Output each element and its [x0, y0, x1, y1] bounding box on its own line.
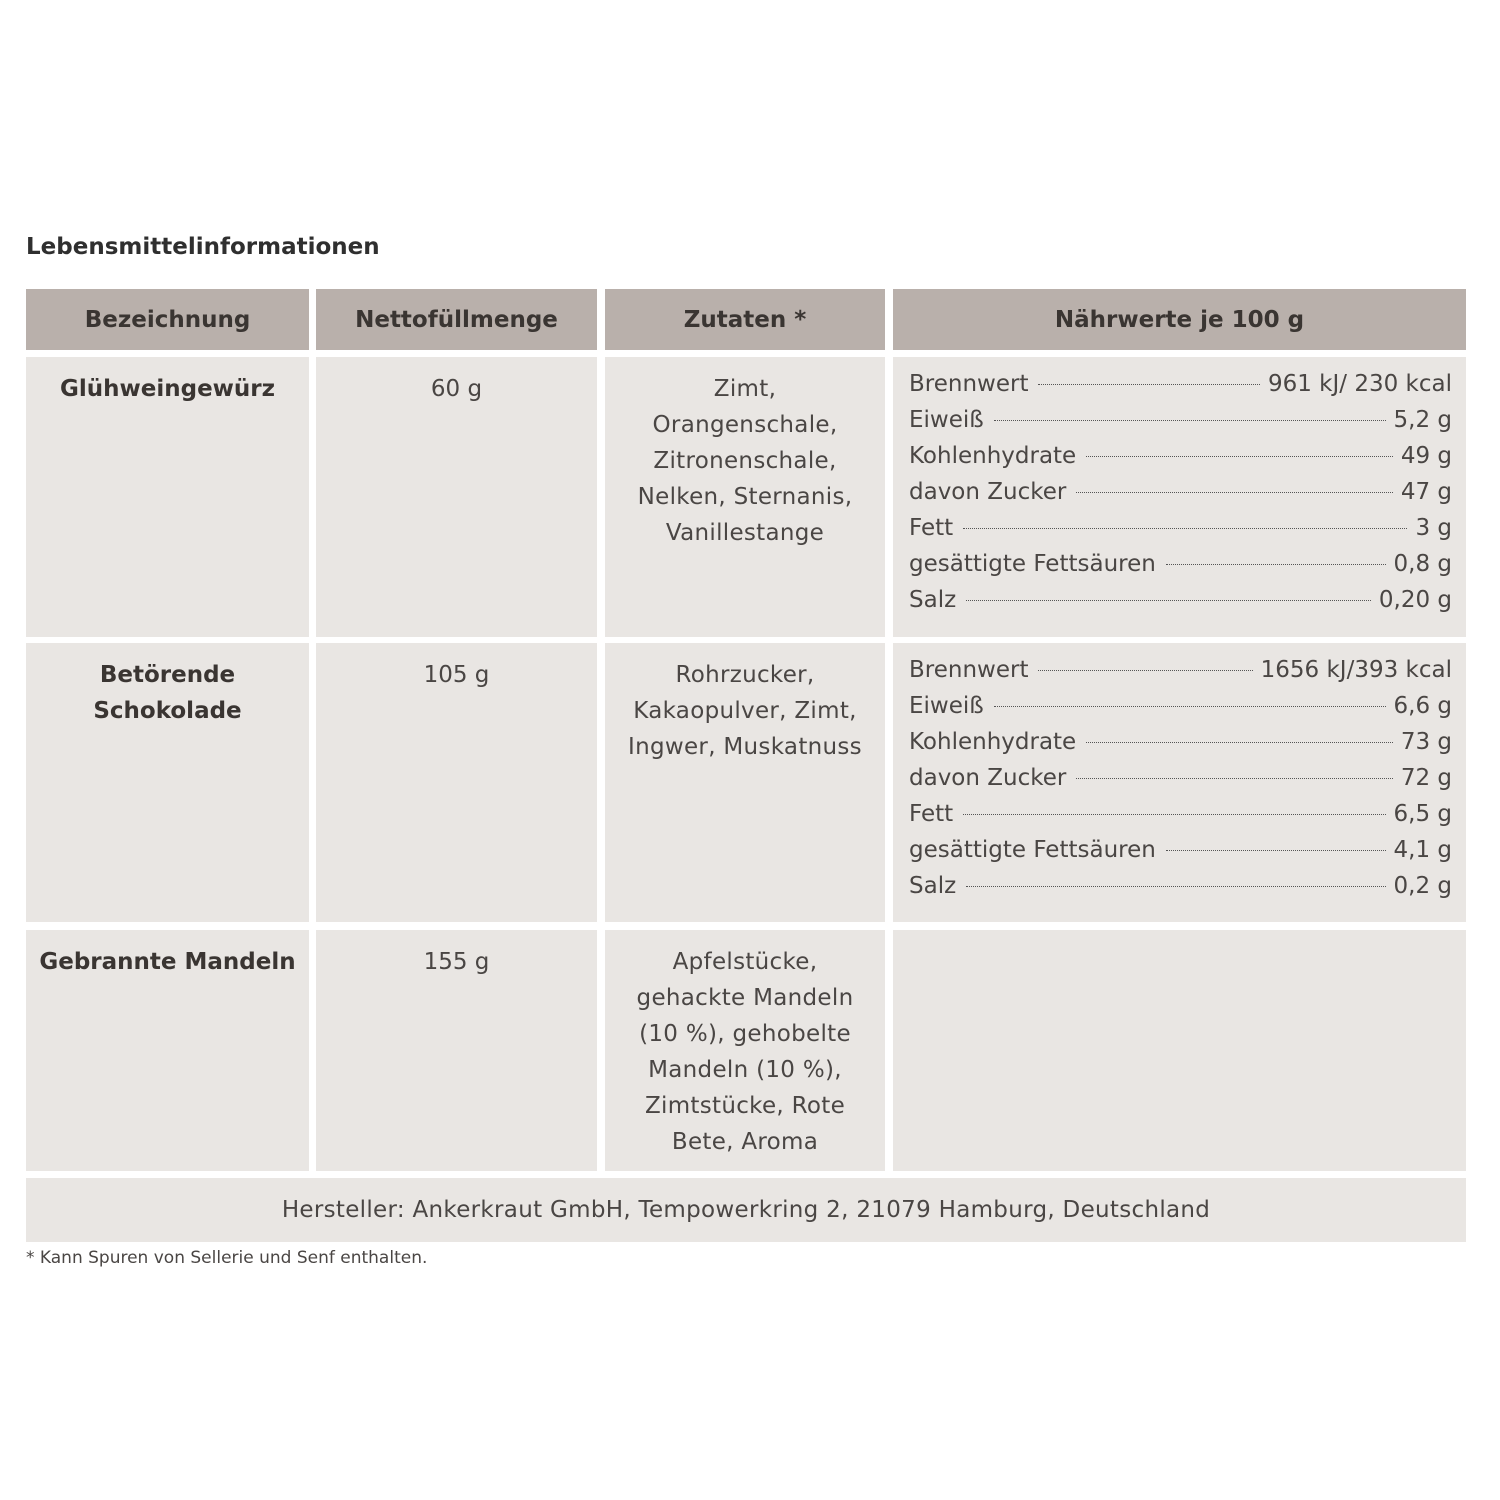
ingredients-line: Ingwer, Muskatnuss [628, 734, 862, 760]
product-quantity: 105 g [423, 662, 490, 688]
product-quantity: 155 g [423, 949, 490, 975]
dotted-leader [994, 420, 1386, 421]
dotted-leader [1086, 456, 1393, 457]
nutrition-label: gesättigte Fettsäuren [909, 551, 1156, 577]
dotted-leader [994, 706, 1386, 707]
allergen-footnote: * Kann Spuren von Sellerie und Senf enthalten. [26, 1248, 428, 1268]
nutrition-row [909, 657, 1452, 693]
dotted-leader [963, 814, 1385, 815]
nutrition-label: Kohlenhydrate [909, 729, 1077, 755]
page-title: Lebensmittelinformationen [26, 234, 380, 260]
nutrition-value: 0,8 g [1393, 551, 1452, 577]
column-header-zutaten: Zutaten * [605, 289, 885, 350]
product-ingredients-cell [605, 930, 885, 1171]
product-quantity: 60 g [430, 376, 483, 402]
product-quantity-cell [316, 930, 597, 1171]
nutrition-row [909, 729, 1452, 765]
ingredients-line: Apfelstücke, [672, 949, 818, 975]
manufacturer-info: Hersteller: Ankerkraut GmbH, Tempowerkring 2, 21079 Hamburg, Deutschland [26, 1178, 1466, 1242]
nutrition-value: 6,6 g [1393, 693, 1452, 719]
dotted-leader [1076, 778, 1392, 779]
nutrition-value: 47 g [1400, 479, 1452, 505]
dotted-leader [1086, 742, 1393, 743]
ingredients-line: Kakaopulver, Zimt, [633, 698, 857, 724]
ingredients-line: Zitronenschale, [653, 448, 837, 474]
nutrition-row [909, 479, 1452, 515]
nutrition-label: davon Zucker [909, 765, 1067, 791]
nutrition-label: davon Zucker [909, 479, 1067, 505]
nutrition-row [909, 443, 1452, 479]
product-nutrition-cell [893, 930, 1466, 1171]
nutrition-label: Brennwert [909, 657, 1029, 683]
nutrition-label: Kohlenhydrate [909, 443, 1077, 469]
nutrition-value: 3 g [1415, 515, 1452, 541]
product-quantity-cell [316, 357, 597, 637]
ingredients-line: Mandeln (10 %), [648, 1057, 842, 1083]
nutrition-value: 1656 kJ/393 kcal [1260, 657, 1452, 683]
nutrition-value: 5,2 g [1393, 407, 1452, 433]
nutrition-label: gesättigte Fettsäuren [909, 837, 1156, 863]
nutrition-label: Brennwert [909, 371, 1029, 397]
product-ingredients-cell [605, 357, 885, 637]
nutrition-row [909, 371, 1452, 407]
nutrition-value: 4,1 g [1393, 837, 1452, 863]
dotted-leader [1038, 384, 1259, 385]
column-header-naehrwerte: Nährwerte je 100 g [893, 289, 1466, 350]
nutrition-value: 72 g [1400, 765, 1452, 791]
ingredients-line: Nelken, Sternanis, [637, 484, 853, 510]
product-nutrition-cell [893, 357, 1466, 637]
nutrition-value: 961 kJ/ 230 kcal [1267, 371, 1452, 397]
nutrition-value: 0,20 g [1378, 587, 1452, 613]
dotted-leader [1038, 670, 1252, 671]
nutrition-row [909, 765, 1452, 801]
ingredients-line: Bete, Aroma [671, 1129, 819, 1155]
nutrition-row [909, 837, 1452, 873]
product-name-cell [26, 357, 309, 637]
ingredients-line: Zimtstücke, Rote [644, 1093, 846, 1119]
nutrition-label: Salz [909, 587, 957, 613]
nutrition-value: 73 g [1400, 729, 1452, 755]
ingredients-line: Vanillestange [665, 520, 825, 546]
ingredients-line: gehackte Mandeln [636, 985, 854, 1011]
nutrition-value: 49 g [1400, 443, 1452, 469]
dotted-leader [1166, 850, 1386, 851]
dotted-leader [1076, 492, 1392, 493]
nutrition-row [909, 693, 1452, 729]
nutrition-value: 6,5 g [1393, 801, 1452, 827]
nutrition-row [909, 801, 1452, 837]
ingredients-line: Rohrzucker, [675, 662, 815, 688]
nutrition-label: Salz [909, 873, 957, 899]
product-name-line: Betörende [99, 662, 236, 688]
nutrition-row [909, 873, 1452, 909]
product-name-line: Schokolade [93, 698, 242, 724]
product-quantity-cell [316, 643, 597, 922]
ingredients-line: Orangenschale, [652, 412, 838, 438]
dotted-leader [1166, 564, 1386, 565]
dotted-leader [963, 528, 1407, 529]
product-ingredients-cell [605, 643, 885, 922]
product-name-cell [26, 930, 309, 1171]
column-header-nettofuellmenge: Nettofüllmenge [316, 289, 597, 350]
nutrition-row [909, 407, 1452, 443]
product-name-line: Gebrannte Mandeln [39, 949, 296, 975]
nutrition-label: Eiweiß [909, 693, 984, 719]
product-nutrition-cell [893, 643, 1466, 922]
product-name-cell [26, 643, 309, 922]
nutrition-row [909, 587, 1452, 623]
ingredients-line: Zimt, [713, 376, 777, 402]
dotted-leader [966, 600, 1371, 601]
nutrition-label: Fett [909, 801, 954, 827]
column-header-bezeichnung: Bezeichnung [26, 289, 309, 350]
nutrition-row [909, 515, 1452, 551]
nutrition-value: 0,2 g [1393, 873, 1452, 899]
nutrition-row [909, 551, 1452, 587]
nutrition-label: Eiweiß [909, 407, 984, 433]
nutrition-label: Fett [909, 515, 954, 541]
ingredients-line: (10 %), gehobelte [639, 1021, 851, 1047]
dotted-leader [966, 886, 1385, 887]
product-name-line: Glühweingewürz [59, 376, 276, 402]
